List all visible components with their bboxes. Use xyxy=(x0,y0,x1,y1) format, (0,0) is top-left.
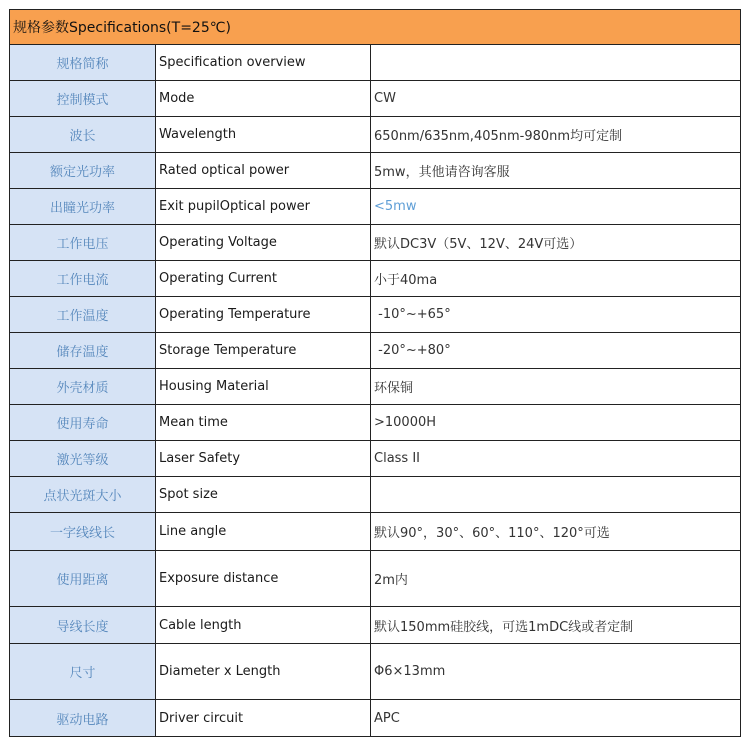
row-label-cn: 激光等级 xyxy=(10,441,156,477)
row-label-en: Laser Safety xyxy=(156,441,371,477)
row-value: 5mw，其他请咨询客服 xyxy=(371,153,741,189)
table-row xyxy=(10,297,741,333)
table-row xyxy=(10,225,741,261)
row-label-cn: 驱动电路 xyxy=(10,700,156,737)
table-row xyxy=(10,189,741,225)
row-label-en: Diameter x Length xyxy=(156,644,371,700)
specifications-sheet xyxy=(9,9,740,737)
row-value: 默认DC3V（5V、12V、24V可选） xyxy=(371,225,741,261)
row-label-cn: 使用寿命 xyxy=(10,405,156,441)
row-value: 小于40ma xyxy=(371,261,741,297)
row-value: CW xyxy=(371,81,741,117)
row-value: -10°~+65° xyxy=(371,297,741,333)
row-label-cn: 导线长度 xyxy=(10,607,156,644)
row-label-cn: 出瞳光功率 xyxy=(10,189,156,225)
row-value: 默认150mm硅胶线，可选1mDC线或者定制 xyxy=(371,607,741,644)
row-label-en: Wavelength xyxy=(156,117,371,153)
table-row xyxy=(10,261,741,297)
row-value: >10000H xyxy=(371,405,741,441)
row-label-en: Line angle xyxy=(156,513,371,551)
table-row xyxy=(10,117,741,153)
row-label-en: Spot size xyxy=(156,477,371,513)
table-row xyxy=(10,477,741,513)
row-label-cn: 储存温度 xyxy=(10,333,156,369)
row-value: 2m内 xyxy=(371,551,741,607)
table-row xyxy=(10,405,741,441)
row-label-cn: 工作温度 xyxy=(10,297,156,333)
row-label-en: Exit pupilOptical power xyxy=(156,189,371,225)
row-label-cn: 控制模式 xyxy=(10,81,156,117)
table-row xyxy=(10,644,741,700)
row-label-cn: 点状光斑大小 xyxy=(10,477,156,513)
row-label-cn: 尺寸 xyxy=(10,644,156,700)
row-label-cn: 额定光功率 xyxy=(10,153,156,189)
row-label-en: Mean time xyxy=(156,405,371,441)
table-row xyxy=(10,333,741,369)
row-value: Φ6×13mm xyxy=(371,644,741,700)
row-label-en: Mode xyxy=(156,81,371,117)
table-row xyxy=(10,45,741,81)
row-value: APC xyxy=(371,700,741,737)
row-value xyxy=(371,45,741,81)
specifications-table xyxy=(9,9,741,737)
row-label-en: Operating Voltage xyxy=(156,225,371,261)
row-label-en: Operating Current xyxy=(156,261,371,297)
table-row xyxy=(10,700,741,737)
row-value: <5mw xyxy=(371,189,741,225)
table-row xyxy=(10,369,741,405)
row-value: Class II xyxy=(371,441,741,477)
table-row xyxy=(10,551,741,607)
row-value xyxy=(371,477,741,513)
row-label-cn: 使用距离 xyxy=(10,551,156,607)
row-label-cn: 工作电压 xyxy=(10,225,156,261)
table-title-row xyxy=(10,10,741,45)
row-value: -20°~+80° xyxy=(371,333,741,369)
row-value: 650nm/635nm,405nm-980nm均可定制 xyxy=(371,117,741,153)
row-label-cn: 规格简称 xyxy=(10,45,156,81)
table-row xyxy=(10,441,741,477)
table-row xyxy=(10,513,741,551)
table-row xyxy=(10,153,741,189)
row-label-en: Cable length xyxy=(156,607,371,644)
table-row xyxy=(10,81,741,117)
row-value: 环保铜 xyxy=(371,369,741,405)
row-label-en: Storage Temperature xyxy=(156,333,371,369)
row-label-cn: 一字线线长 xyxy=(10,513,156,551)
row-label-cn: 波长 xyxy=(10,117,156,153)
row-label-en: Operating Temperature xyxy=(156,297,371,333)
row-label-en: Specification overview xyxy=(156,45,371,81)
table-row xyxy=(10,607,741,644)
row-label-en: Rated optical power xyxy=(156,153,371,189)
row-label-en: Exposure distance xyxy=(156,551,371,607)
row-label-cn: 工作电流 xyxy=(10,261,156,297)
row-value: 默认90°，30°、60°、110°、120°可选 xyxy=(371,513,741,551)
table-title: 规格参数Specifications(T=25℃) xyxy=(10,10,741,45)
row-label-cn: 外壳材质 xyxy=(10,369,156,405)
row-label-en: Housing Material xyxy=(156,369,371,405)
row-label-en: Driver circuit xyxy=(156,700,371,737)
